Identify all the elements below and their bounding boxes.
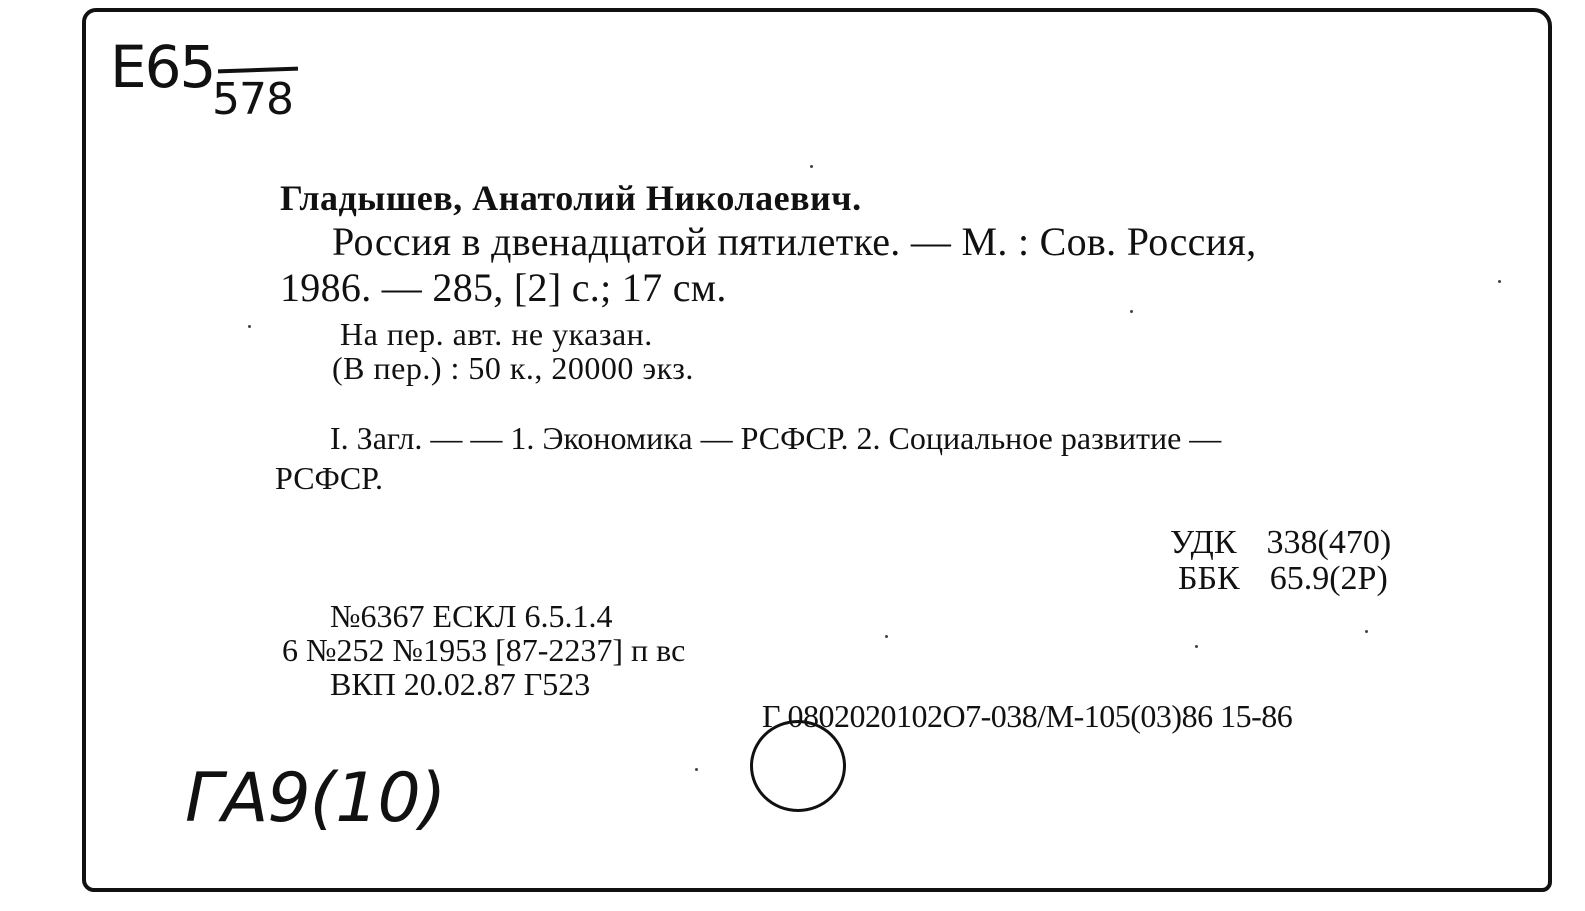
shelfmark-number: 578 (212, 74, 293, 125)
speck (885, 635, 888, 638)
subjects-line-1: I. Загл. — — 1. Экономика — РСФСР. 2. Социальное развитие — (330, 420, 1222, 456)
imprint-line-2: 6 №252 №1953 [87-2237] п вс (282, 632, 686, 668)
udk-label: УДК (1170, 524, 1237, 561)
speck (248, 325, 251, 328)
speck (695, 768, 698, 771)
shelfmark-main: Е65 (110, 33, 215, 101)
hand-drawn-circle-mark (750, 720, 846, 812)
title-line-2: 1986. — 285, [2] с.; 17 см. (280, 265, 727, 310)
inventory-mark: ГА9(10) (185, 759, 446, 838)
speck (1365, 630, 1368, 633)
note-line-1: На пер. авт. не указан. (340, 316, 653, 352)
imprint-line-1: №6367 ЕСКЛ 6.5.1.4 (330, 598, 613, 634)
speck (810, 165, 813, 168)
catalog-code: Г 0802020102О7-038/М-105(03)86 15-86 (762, 698, 1293, 734)
note-line-2: (В пер.) : 50 к., 20000 экз. (332, 350, 694, 386)
title-line-1: Россия в двенадцатой пятилетке. — М. : Сов. Россия, (332, 219, 1257, 264)
author-heading: Гладышев, Анатолий Николаевич. (280, 178, 862, 218)
speck (1498, 280, 1501, 283)
bbk-value: 65.9(2Р) (1269, 560, 1388, 597)
udk-classification (1170, 526, 1391, 560)
subjects-line-2: РСФСР. (275, 460, 383, 496)
speck (1195, 645, 1198, 648)
speck (1130, 310, 1133, 313)
bbk-classification (1178, 562, 1388, 596)
bbk-label: ББК (1178, 560, 1240, 597)
udk-value: 338(470) (1266, 524, 1392, 561)
imprint-line-3: ВКП 20.02.87 Г523 (330, 666, 591, 702)
